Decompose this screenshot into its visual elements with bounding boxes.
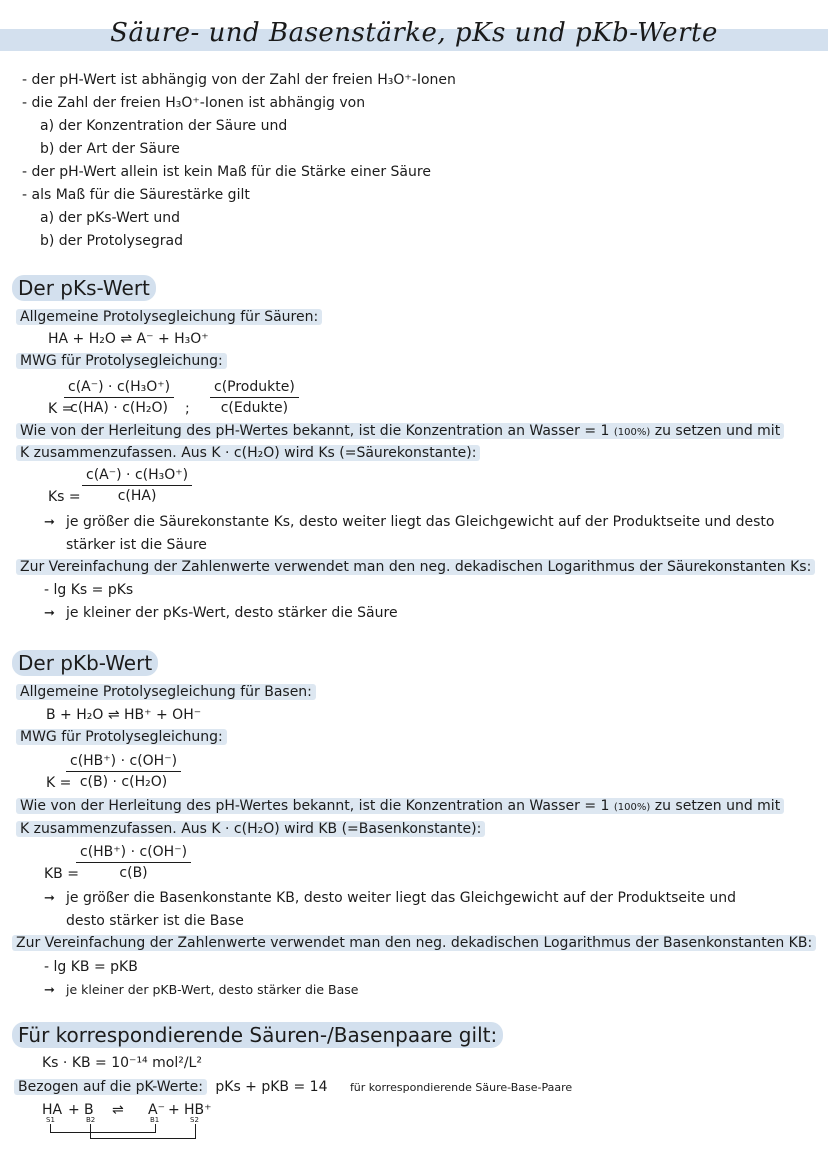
intro-line-5: - der pH-Wert allein ist kein Maß für die Stärke einer Säure [22,164,431,180]
pkb-equation: B + H₂O ⇌ HB⁺ + OH⁻ [46,707,202,723]
intro-line-6: - als Maß für die Säurestärke gilt [22,187,250,203]
pkb-kb-denominator: c(B) [119,865,148,881]
pkb-k-numerator: c(HB⁺) · c(OH⁻) [66,752,181,772]
pkb-k-denominator: c(B) · c(H₂O) [79,774,168,790]
pks-general-denominator: c(Edukte) [220,400,289,416]
pks-general-numerator: c(Produkte) [210,378,299,398]
pks-log-formula: - lg Ks = pKs [44,582,134,598]
intro-line-8: b) der Protolysegrad [40,233,183,249]
korr-heading: Für korrespondierende Säuren-/Basenpaare gilt: [12,1022,503,1048]
pkb-wasser-small: (100%) [613,802,651,813]
intro-line-7: a) der pKs-Wert und [40,210,181,226]
korr-formula: Ks · KB = 10⁻¹⁴ mol²/L² [42,1055,202,1071]
page-title: Säure- und Basenstärke, pKs und pKb-Werte [110,18,718,48]
pks-k-numerator: c(A⁻) · c(H₃O⁺) [64,378,174,398]
pks-ks-numerator: c(A⁻) · c(H₃O⁺) [82,466,192,486]
korr-eq-plus-1: + [68,1102,80,1118]
pks-wasser-line-1 [16,423,784,439]
pkb-kb-numerator: c(HB⁺) · c(OH⁻) [76,843,191,863]
korr-bezogen-label: Bezogen auf die pK-Werte: [14,1079,207,1095]
intro-line-2: - die Zahl der freien H₃O⁺-Ionen ist abhängig von [22,95,366,111]
pks-note-2: je kleiner der pKs-Wert, desto stärker die Säure [66,605,398,621]
arrow-right-icon: ➞ [44,606,55,621]
pks-vereinfachung: Zur Vereinfachung der Zahlenwerte verwendet man den neg. dekadischen Logarithmus der Säurekonstanten Ks: [16,559,815,575]
pkb-wasser-line-1 [16,798,784,814]
label-b1: B1 [150,1116,160,1124]
label-s1: S1 [46,1116,55,1124]
korr-eq-a: A⁻ [148,1102,165,1118]
pkb-kb-fraction [76,843,191,882]
pkb-heading: Der pKb-Wert [12,650,158,676]
pkb-note-2: je kleiner der pKB-Wert, desto stärker die Base [66,982,359,997]
pks-wasser-small: (100%) [613,427,651,438]
pks-equation: HA + H₂O ⇌ A⁻ + H₃O⁺ [48,331,209,347]
label-s2: S2 [190,1116,199,1124]
korr-pk-note: für korrespondierende Säure-Base-Paare [349,1081,573,1094]
pkb-k-fraction [66,752,181,791]
intro-line-4: b) der Art der Säure [40,141,180,157]
pks-wasser-text: Wie von der Herleitung des pH-Wertes bekannt, ist die Konzentration an Wasser = 1 [20,423,610,439]
arrow-right-icon: ➞ [44,983,55,998]
korr-eq-b: B [84,1102,94,1118]
pks-heading: Der pKs-Wert [12,275,156,301]
intro-line-3: a) der Konzentration der Säure und [40,118,288,134]
arrow-right-icon: ➞ [44,515,55,530]
pkb-mwg-label: MWG für Protolysegleichung: [16,729,227,745]
pks-note-1-line-2: stärker ist die Säure [66,537,207,553]
arrow-right-icon: ➞ [44,891,55,906]
korr-pk-formula: pKs + pKB = 14 [215,1079,328,1095]
korr-eq-arrow: ⇌ [112,1102,124,1118]
label-b2: B2 [86,1116,96,1124]
pks-ks-fraction [82,466,192,505]
pks-mwg-label: MWG für Protolysegleichung: [16,353,227,369]
pks-general-fraction [210,378,299,417]
pks-k-fraction [64,378,174,417]
pks-separator: ; [185,401,190,417]
pkb-log-formula: - lg KB = pKB [44,959,138,975]
pks-ks-denominator: c(HA) [117,488,157,504]
pks-k-denominator: c(HA) · c(H₂O) [70,400,168,416]
pkb-k-prefix: K = [46,775,72,791]
pkb-wasser-text: Wie von der Herleitung des pH-Wertes bekannt, ist die Konzentration an Wasser = 1 [20,798,610,814]
pkb-vereinfachung: Zur Vereinfachung der Zahlenwerte verwendet man den neg. dekadischen Logarithmus der Basenkonstanten KB: [12,935,816,951]
pks-ks-prefix: Ks = [48,489,81,505]
pks-note-1-line-1: je größer die Säurekonstante Ks, desto weiter liegt das Gleichgewicht auf der Produktseite und desto [66,514,775,530]
pkb-wasser-end: zu setzen und mit [654,798,781,814]
pkb-note-1-line-2: desto stärker ist die Base [66,913,244,929]
korr-eq-ha: HA [42,1102,63,1118]
korr-eq-plus-2: + [168,1102,180,1118]
pkb-wasser-line-2: K zusammenzufassen. Aus K · c(H₂O) wird KB (=Basenkonstante): [16,821,485,837]
korr-eq-hb: HB⁺ [184,1102,212,1118]
pair-bracket-2 [90,1124,196,1139]
pkb-note-1-line-1: je größer die Basenkonstante KB, desto weiter liegt das Gleichgewicht auf der Produktseite und [66,890,737,906]
pkb-kb-prefix: KB = [44,866,79,882]
intro-line-1: - der pH-Wert ist abhängig von der Zahl der freien H₃O⁺-Ionen [22,72,456,88]
pks-k-prefix: K = [48,401,74,417]
pks-wasser-line-2: K zusammenzufassen. Aus K · c(H₂O) wird Ks (=Säurekonstante): [16,445,480,461]
pks-protolyse-label: Allgemeine Protolysegleichung für Säuren: [16,309,322,325]
pks-wasser-end: zu setzen und mit [654,423,781,439]
pkb-protolyse-label: Allgemeine Protolysegleichung für Basen: [16,684,316,700]
